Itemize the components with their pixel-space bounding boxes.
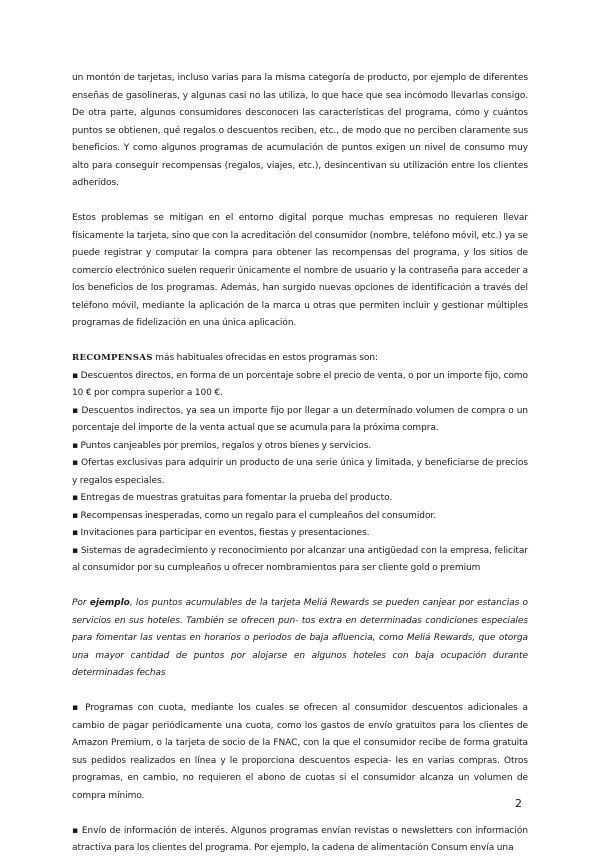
list-item: ▪ Sistemas de agradecimiento y reconocimiento por alcanzar una antigüedad con la empresa, felicitar al consumidor por su cumpleaños u ofrecer nombramientos para ser cliente gold o premium bbox=[72, 545, 528, 573]
page-number: 2 bbox=[515, 797, 522, 810]
paragraph-digital-environment: Estos problemas se mitigan en el entorno digital porque muchas empresas no requieren llevar físicamente la tarjeta, sino que con la acreditación del consumidor (nombre, teléfono móvil, etc.) ya se puede registrar y computar la compra para obtener las recompensas del programa, y los sitios de comercio electrónico suelen requerir únicamente el nombre de usuario y la contraseña para acceder a los beneficios de los programas. Además, han surgido nuevas opciones de identificación a través del teléfono móvil, mediante la aplicación de la marca u otras que permiten incluir y gestionar múltiples programas de fidelización en una única aplicación. bbox=[72, 213, 528, 328]
example-text: , los puntos acumulables de la tarjeta Meliá Rewards se pueden canjear por estancias o servicios en sus hoteles. También se ofrecen pun- tos extra en determinadas condiciones especiales para fomentar las ventas en horarios o periodos de baja afluencia, como Meliá Rewards, que otorga una mayor cantidad de puntos por alojarse en algunos hoteles con baja ocupación durante determinadas fechas bbox=[72, 598, 528, 678]
example-prefix: Por bbox=[72, 598, 90, 608]
paragraph-information: ▪ Envío de información de interés. Algunos programas envían revistas o newsletters con información atractiva para los clientes del programa. Por ejemplo, la cadena de alimentación Consum envía una bbox=[72, 825, 528, 853]
paragraph-card-problems: un montón de tarjetas, incluso varias para la misma categoría de producto, por ejemplo de diferentes enseñas de gasolineras, y algunas casi no las utiliza, lo que hace que sea incómodo llevarlas consigo. De otra parte, algunos consumidores desconocen las características del programa, cómo y cuántos puntos se obtienen, qué regalos o descuentos reciben, etc., de modo que no perciben claramente sus beneficios. Y como algunos programas de acumulación de puntos exigen un nivel de consumo muy alto para conseguir recompensas (regalos, viajes, etc.), desincentivan su utilización entre los clientes adheridos. bbox=[72, 73, 528, 188]
list-item: ▪ Invitaciones para participar en eventos, fiestas y presentaciones. bbox=[72, 528, 370, 538]
example-bold-word: ejemplo bbox=[89, 598, 130, 608]
rewards-lead-word: RECOMPENSAS bbox=[72, 353, 153, 363]
list-item: ▪ Descuentos directos, en forma de un porcentaje sobre el precio de venta, o por un importe fijo, como 10 € por compra superior a 100 €. bbox=[72, 370, 528, 398]
page-body bbox=[72, 70, 528, 858]
list-item: ▪ Ofertas exclusivas para adquirir un producto de una serie única y limitada, y beneficiarse de precios y regalos especiales. bbox=[72, 458, 528, 486]
list-item: ▪ Recompensas inesperadas, como un regalo para el cumpleaños del consumidor. bbox=[72, 510, 437, 521]
list-item: ▪ Entregas de muestras gratuitas para fomentar la prueba del producto. bbox=[72, 493, 393, 503]
list-item: ▪ Puntos canjeables por premios, regalos y otros bienes y servicios. bbox=[72, 440, 372, 451]
rewards-heading bbox=[72, 350, 528, 368]
paragraph-fee-programs: ▪ Programas con cuota, mediante los cuales se ofrecen al consumidor descuentos adicionales a cambio de pagar periódicamente una cuota, como los gastos de envío gratuitos para los clientes de Amazon Premium, o la tarjeta de socio de la FNAC, con la que el consumidor recibe de forma gratuita sus pedidos realizados en línea y le proporciona descuentos especia- les en varias compras. Otros programas, en cambio, no requieren el abono de cuotas si el consumidor alcanza un volumen de compra mínimo. bbox=[72, 703, 528, 801]
rewards-intro: más habituales ofrecidas en estos programas son: bbox=[152, 353, 378, 363]
list-item: ▪ Descuentos indirectos, ya sea un importe fijo por llegar a un determinado volumen de compra o un porcentaje del importe de la venta actual que se acumula para la próxima compra. bbox=[72, 405, 528, 433]
example-paragraph bbox=[72, 595, 528, 683]
